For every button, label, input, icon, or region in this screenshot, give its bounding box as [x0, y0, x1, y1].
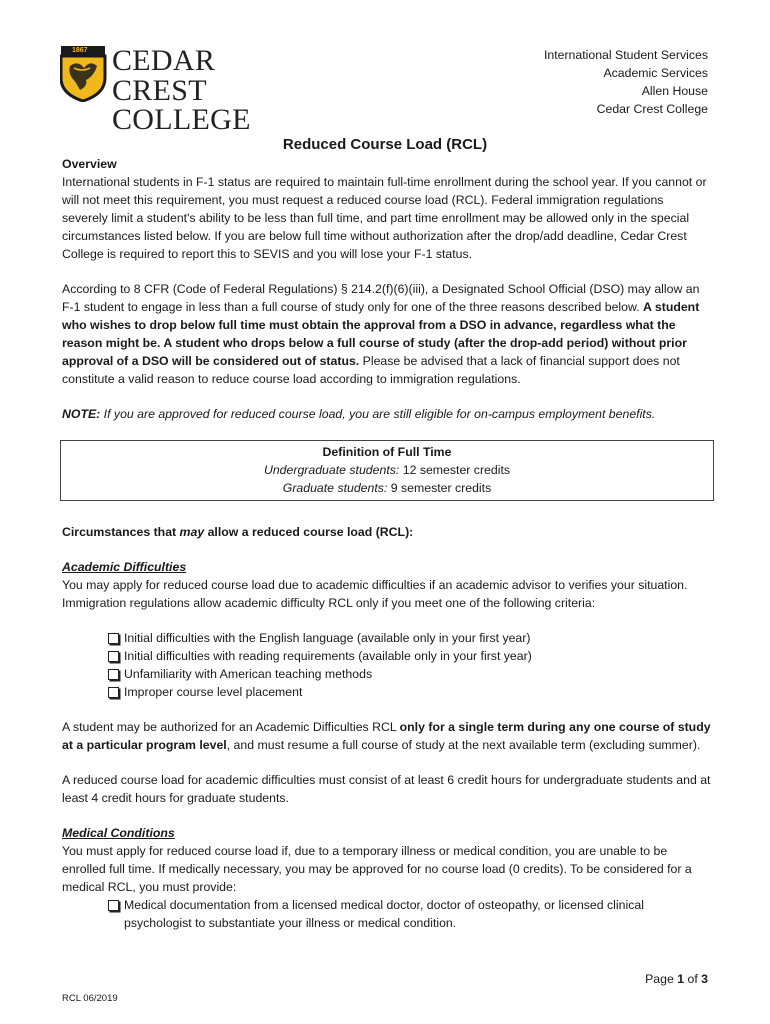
definition-undergrad — [61, 461, 713, 479]
checkbox-icon — [108, 651, 119, 662]
address-line: Cedar Crest College — [596, 102, 708, 116]
overview-heading: Overview — [62, 157, 117, 171]
auth-text-bold: only for a single term during any one course of study at a particular program level — [62, 720, 711, 752]
academic-minimum: A reduced course load for academic difficulties must consist of at least 6 credit hours for undergraduate students and at least 4 credit hours for graduate students. — [62, 773, 711, 805]
definition-heading: Definition of Full Time — [322, 445, 452, 459]
logo-wordmark — [112, 46, 282, 134]
undergrad-value: 12 semester credits — [399, 463, 511, 477]
overview-text: International students in F-1 status are required to maintain full-time enrollment during the school year. If you cannot or will not meet this requirement, you must request a reduced course load (RCL). Federal immigration regulations severely limit a student's ability to be less than full time, and part time enrollment may be allowed only in the special circumstances listed below. If you are below full time without authorization after the drop/add deadline, Cedar Crest College is required to report this to SEVIS and you will lose your F-1 status. — [62, 175, 707, 261]
grad-label: Graduate students: — [282, 481, 388, 495]
criteria-text: Initial difficulties with reading requirements (available only in your first year) — [124, 649, 532, 663]
circumstances-may: may — [179, 525, 205, 539]
criteria-text: Initial difficulties with the English language (available only in your first year) — [124, 631, 531, 645]
address-line: Academic Services — [603, 66, 708, 80]
page-of: of — [684, 972, 702, 986]
academic-intro: You may apply for reduced course load due to academic difficulties if an academic advisor to verifies your situation. Immigration regulations allow academic difficulty RCL only if you meet one of the following criteria: — [62, 578, 688, 610]
auth-text-post: , and must resume a full course of study at the next available term (excluding summer). — [226, 738, 701, 752]
address-line: International Student Services — [543, 48, 708, 62]
checkbox-icon — [108, 669, 119, 680]
logo-line-1: CEDAR CREST — [112, 44, 216, 107]
academic-authorization — [62, 718, 712, 754]
note-text: If you are approved for reduced course load, you are still eligible for on-campus employment benefits. — [100, 407, 656, 421]
page-current: 1 — [677, 972, 685, 986]
office-address — [544, 46, 708, 118]
circumstances-post: allow a reduced course load (RCL): — [204, 525, 414, 539]
academic-criteria-list — [62, 629, 712, 701]
circumstances-pre: Circumstances that — [62, 525, 180, 539]
medical-intro: You must apply for reduced course load if, due to a temporary illness or medical condition, you are unable to be enrolled full time. If medically necessary, you may be approved for no course load (0 credits). To be considered for a medical RCL, you must provide: — [62, 844, 692, 894]
form-code: RCL 06/2019 — [62, 993, 118, 1004]
cfr-text-1: According to 8 CFR (Code of Federal Regulations) § 214.2(f)(6)(iii), a Designated School Official (DSO) may allow an F-1 student to engage in less than a full course of study only for one of the three reasons described below. — [62, 282, 700, 314]
document-body — [62, 155, 712, 932]
circumstances-heading — [62, 523, 712, 541]
checkbox-icon — [108, 687, 119, 698]
checkbox-icon — [108, 633, 119, 644]
academic-heading: Academic Difficulties — [62, 560, 187, 574]
checkbox-icon — [108, 900, 119, 911]
full-time-definition-box — [60, 440, 714, 501]
medical-heading: Medical Conditions — [62, 826, 175, 840]
cfr-bold-text: A student who wishes to drop below full time must obtain the approval from a DSO in advance, regardless what the reason might be. A student who drops below a full course of study (after the drop-add period) without prior approval of a DSO will be considered out of status. — [62, 300, 700, 368]
medical-item-text: Medical documentation from a licensed medical doctor, doctor of osteopathy, or licensed clinical psychologist to substantiate your illness or medical condition. — [124, 898, 644, 930]
document-title: Reduced Course Load (RCL) — [282, 136, 488, 153]
page-label: Page — [645, 972, 678, 986]
logo-year: 1867 — [72, 47, 88, 54]
cfr-paragraph — [62, 280, 712, 388]
page-number — [645, 970, 708, 988]
list-item — [98, 665, 712, 683]
medical-requirements-list — [62, 896, 712, 932]
cfr-text-2: Please be advised that a lack of financial support does not constitute a valid reason to reduce course load according to immigration regulations. — [62, 354, 680, 386]
address-line: Allen House — [641, 84, 708, 98]
note-label: NOTE: — [62, 407, 101, 421]
criteria-text: Unfamiliarity with American teaching methods — [124, 667, 373, 681]
page-total: 3 — [701, 972, 708, 986]
list-item — [98, 629, 712, 647]
criteria-text: Improper course level placement — [124, 685, 303, 699]
auth-text-pre: A student may be authorized for an Academic Difficulties RCL — [62, 720, 400, 734]
list-item — [98, 896, 712, 932]
logo-line-2: COLLEGE — [112, 103, 251, 136]
undergrad-label: Undergraduate students: — [263, 463, 400, 477]
grad-value: 9 semester credits — [387, 481, 492, 495]
list-item — [98, 647, 712, 665]
definition-grad — [61, 479, 713, 497]
college-logo — [60, 44, 282, 136]
list-item — [98, 683, 712, 701]
note-paragraph — [62, 405, 712, 423]
